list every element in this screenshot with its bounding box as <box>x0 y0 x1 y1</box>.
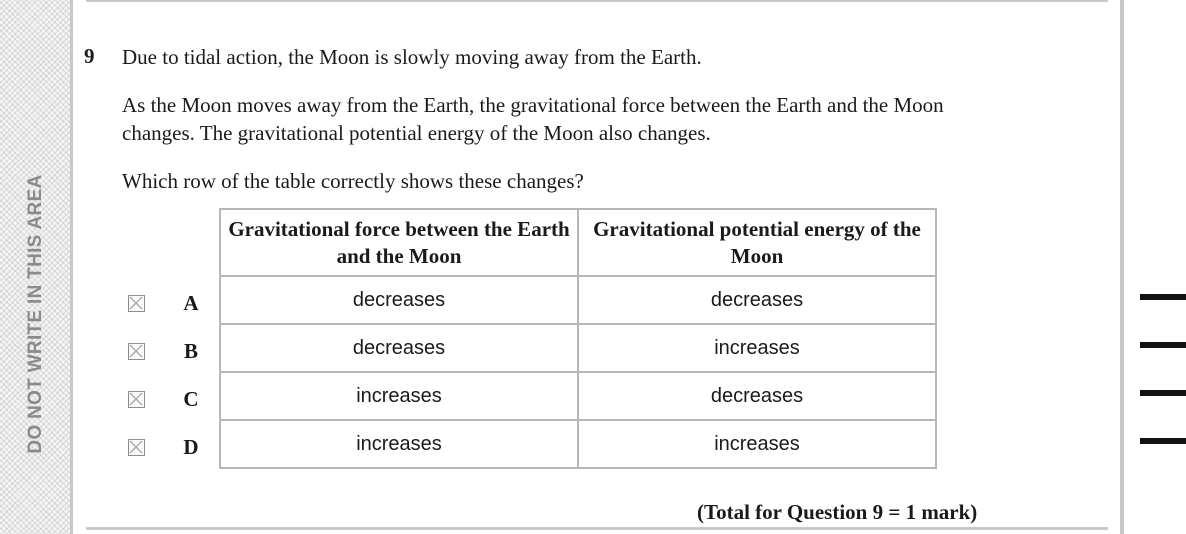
total-marks: (Total for Question 9 = 1 mark) <box>697 500 978 524</box>
option-letter: B <box>183 339 198 363</box>
alignment-mark <box>1140 438 1186 444</box>
cell-force: decreases <box>220 324 578 372</box>
option-a[interactable] <box>128 291 201 316</box>
top-rule <box>86 0 1108 2</box>
question-prompt: Which row of the table correctly shows these changes? <box>122 169 584 193</box>
cross-icon <box>129 296 143 310</box>
table-row <box>220 276 936 324</box>
right-margin-border <box>1120 0 1124 534</box>
alignment-mark <box>1140 342 1186 348</box>
header-force: Gravitational force between the Earth and the Moon <box>220 209 578 276</box>
answer-table <box>219 208 937 469</box>
option-d[interactable] <box>128 435 201 460</box>
option-c[interactable] <box>128 387 201 412</box>
cell-force: increases <box>220 420 578 468</box>
cell-energy: decreases <box>578 276 936 324</box>
cell-force: decreases <box>220 276 578 324</box>
cell-energy: decreases <box>578 372 936 420</box>
table-row <box>220 324 936 372</box>
cell-energy: increases <box>578 420 936 468</box>
question-number: 9 <box>84 44 95 68</box>
table-header-row <box>220 209 936 276</box>
table-row <box>220 372 936 420</box>
question-stem: Due to tidal action, the Moon is slowly moving away from the Earth. <box>122 45 702 69</box>
cell-energy: increases <box>578 324 936 372</box>
cross-icon <box>129 392 143 406</box>
answer-checkbox[interactable] <box>128 295 145 312</box>
do-not-write-margin <box>0 0 73 534</box>
answer-checkbox[interactable] <box>128 391 145 408</box>
table-row <box>220 420 936 468</box>
cross-icon <box>129 344 143 358</box>
option-letter: C <box>183 387 199 411</box>
answer-checkbox[interactable] <box>128 343 145 360</box>
option-letter: A <box>183 291 199 315</box>
cross-icon <box>129 440 143 454</box>
question-context: As the Moon moves away from the Earth, the gravitational force between the Earth and the Moon changes. The gravitational potential energy of the Moon also changes. <box>122 93 944 145</box>
alignment-marks <box>1140 294 1186 486</box>
alignment-mark <box>1140 294 1186 300</box>
bottom-rule <box>86 527 1108 530</box>
margin-warning-text: DO NOT WRITE IN THIS AREA <box>25 174 46 454</box>
answer-checkbox[interactable] <box>128 439 145 456</box>
option-b[interactable] <box>128 339 201 364</box>
cell-force: increases <box>220 372 578 420</box>
alignment-mark <box>1140 390 1186 396</box>
option-letter: D <box>183 435 199 459</box>
header-energy: Gravitational potential energy of the Moon <box>578 209 936 276</box>
